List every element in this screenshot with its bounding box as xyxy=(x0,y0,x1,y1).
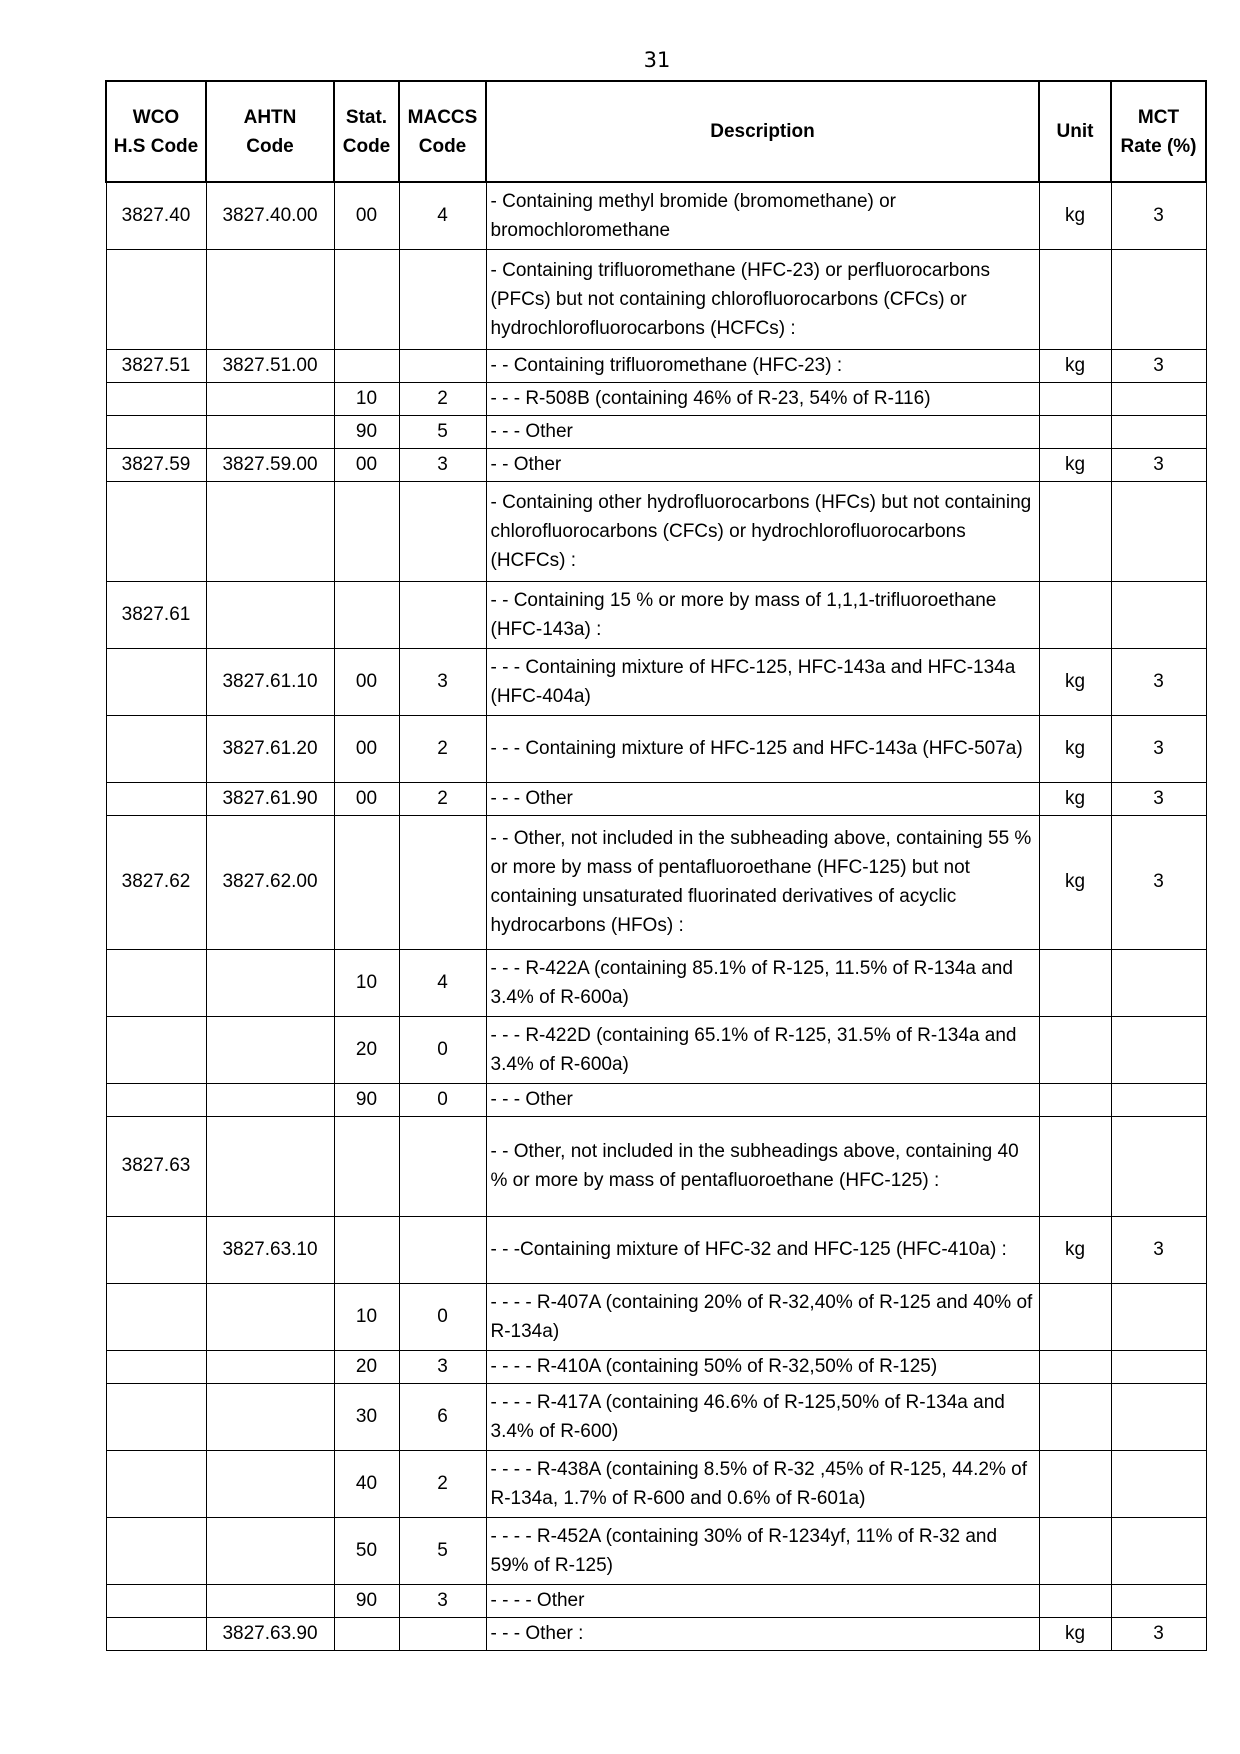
cell-unit xyxy=(1039,1584,1111,1617)
cell-mct-rate: 3 xyxy=(1111,715,1206,782)
cell-stat-code xyxy=(334,1216,399,1283)
cell-description: - - - R-508B (containing 46% of R-23, 54% of R-116) xyxy=(486,382,1039,415)
cell-stat-code: 90 xyxy=(334,1584,399,1617)
table-row xyxy=(106,1584,1206,1617)
cell-maccs-code xyxy=(399,249,486,349)
cell-description: - - - - R-407A (containing 20% of R-32,40% of R-125 and 40% of R-134a) xyxy=(486,1283,1039,1350)
cell-stat-code: 40 xyxy=(334,1450,399,1517)
cell-mct-rate xyxy=(1111,1350,1206,1383)
cell-maccs-code: 0 xyxy=(399,1283,486,1350)
cell-unit xyxy=(1039,1016,1111,1083)
cell-unit xyxy=(1039,481,1111,581)
table-row xyxy=(106,648,1206,715)
cell-mct-rate xyxy=(1111,1517,1206,1584)
cell-ahtn-code xyxy=(206,1517,334,1584)
cell-wco-code xyxy=(106,949,206,1016)
cell-wco-code xyxy=(106,715,206,782)
header-wco: WCO H.S Code xyxy=(106,81,206,182)
cell-stat-code xyxy=(334,581,399,648)
cell-ahtn-code: 3827.63.90 xyxy=(206,1617,334,1650)
cell-unit xyxy=(1039,1383,1111,1450)
cell-stat-code: 10 xyxy=(334,382,399,415)
cell-wco-code xyxy=(106,1584,206,1617)
table-row xyxy=(106,415,1206,448)
cell-wco-code xyxy=(106,1517,206,1584)
cell-maccs-code xyxy=(399,1216,486,1283)
table-row xyxy=(106,1283,1206,1350)
header-row xyxy=(106,81,1206,182)
cell-stat-code xyxy=(334,481,399,581)
cell-maccs-code: 2 xyxy=(399,715,486,782)
cell-wco-code: 3827.40 xyxy=(106,182,206,249)
table-row xyxy=(106,782,1206,815)
cell-stat-code: 00 xyxy=(334,182,399,249)
cell-mct-rate xyxy=(1111,415,1206,448)
cell-ahtn-code: 3827.63.10 xyxy=(206,1216,334,1283)
cell-maccs-code xyxy=(399,1116,486,1216)
cell-stat-code xyxy=(334,349,399,382)
cell-description: - - Other, not included in the subheading above, containing 55 % or more by mass of pentafluoroethane (HFC-125) but not containing unsaturated fluorinated derivatives of acyclic hydrocarbons (HFOs) : xyxy=(486,815,1039,949)
cell-stat-code: 30 xyxy=(334,1383,399,1450)
cell-ahtn-code xyxy=(206,481,334,581)
cell-stat-code: 90 xyxy=(334,415,399,448)
cell-ahtn-code: 3827.51.00 xyxy=(206,349,334,382)
cell-maccs-code xyxy=(399,1617,486,1650)
cell-stat-code xyxy=(334,1617,399,1650)
cell-unit xyxy=(1039,1283,1111,1350)
cell-maccs-code: 5 xyxy=(399,415,486,448)
cell-wco-code xyxy=(106,1216,206,1283)
cell-description: - - - Containing mixture of HFC-125, HFC-143a and HFC-134a (HFC-404a) xyxy=(486,648,1039,715)
cell-unit xyxy=(1039,1350,1111,1383)
cell-description: - - -Containing mixture of HFC-32 and HFC-125 (HFC-410a) : xyxy=(486,1216,1039,1283)
cell-description: - - - Other xyxy=(486,1083,1039,1116)
cell-wco-code: 3827.51 xyxy=(106,349,206,382)
cell-ahtn-code xyxy=(206,1083,334,1116)
cell-ahtn-code xyxy=(206,1283,334,1350)
cell-stat-code: 00 xyxy=(334,448,399,481)
cell-stat-code xyxy=(334,815,399,949)
cell-ahtn-code xyxy=(206,1383,334,1450)
cell-description: - - Containing 15 % or more by mass of 1,1,1-trifluoroethane (HFC-143a) : xyxy=(486,581,1039,648)
cell-stat-code: 00 xyxy=(334,715,399,782)
cell-description: - - Other xyxy=(486,448,1039,481)
cell-mct-rate: 3 xyxy=(1111,448,1206,481)
cell-unit xyxy=(1039,1116,1111,1216)
cell-description: - - - - R-410A (containing 50% of R-32,50% of R-125) xyxy=(486,1350,1039,1383)
cell-ahtn-code xyxy=(206,415,334,448)
table-row xyxy=(106,481,1206,581)
cell-mct-rate xyxy=(1111,1116,1206,1216)
table-row xyxy=(106,1350,1206,1383)
cell-unit: kg xyxy=(1039,715,1111,782)
cell-unit: kg xyxy=(1039,182,1111,249)
cell-unit: kg xyxy=(1039,349,1111,382)
header-unit: Unit xyxy=(1039,81,1111,182)
cell-ahtn-code xyxy=(206,949,334,1016)
cell-unit xyxy=(1039,1450,1111,1517)
cell-unit xyxy=(1039,1517,1111,1584)
cell-description: - - - Containing mixture of HFC-125 and HFC-143a (HFC-507a) xyxy=(486,715,1039,782)
cell-maccs-code: 4 xyxy=(399,949,486,1016)
cell-ahtn-code xyxy=(206,1116,334,1216)
cell-ahtn-code: 3827.61.10 xyxy=(206,648,334,715)
cell-mct-rate xyxy=(1111,949,1206,1016)
table-row xyxy=(106,1116,1206,1216)
cell-mct-rate: 3 xyxy=(1111,1617,1206,1650)
table-row xyxy=(106,949,1206,1016)
header-ahtn: AHTN Code xyxy=(206,81,334,182)
cell-ahtn-code xyxy=(206,249,334,349)
cell-wco-code xyxy=(106,481,206,581)
cell-unit: kg xyxy=(1039,648,1111,715)
cell-ahtn-code xyxy=(206,1450,334,1517)
cell-wco-code xyxy=(106,1083,206,1116)
cell-stat-code: 00 xyxy=(334,648,399,715)
cell-wco-code xyxy=(106,382,206,415)
cell-stat-code xyxy=(334,249,399,349)
cell-unit xyxy=(1039,581,1111,648)
tariff-body xyxy=(106,182,1206,1650)
cell-description: - Containing trifluoromethane (HFC-23) or perfluorocarbons (PFCs) but not containing chlorofluorocarbons (CFCs) or hydrochlorofluorocarbons (HCFCs) : xyxy=(486,249,1039,349)
cell-stat-code: 90 xyxy=(334,1083,399,1116)
cell-description: - - Containing trifluoromethane (HFC-23) : xyxy=(486,349,1039,382)
cell-description: - - - - R-438A (containing 8.5% of R-32 ,45% of R-125, 44.2% of R-134a, 1.7% of R-600 and 0.6% of R-601a) xyxy=(486,1450,1039,1517)
cell-maccs-code: 3 xyxy=(399,1350,486,1383)
cell-maccs-code: 2 xyxy=(399,382,486,415)
cell-mct-rate: 3 xyxy=(1111,815,1206,949)
cell-description: - - - R-422A (containing 85.1% of R-125, 11.5% of R-134a and 3.4% of R-600a) xyxy=(486,949,1039,1016)
cell-ahtn-code xyxy=(206,1584,334,1617)
table-row xyxy=(106,1016,1206,1083)
cell-description: - - Other, not included in the subheadings above, containing 40 % or more by mass of pentafluoroethane (HFC-125) : xyxy=(486,1116,1039,1216)
cell-stat-code: 10 xyxy=(334,1283,399,1350)
cell-description: - - - - Other xyxy=(486,1584,1039,1617)
cell-mct-rate xyxy=(1111,1383,1206,1450)
cell-unit: kg xyxy=(1039,815,1111,949)
cell-mct-rate xyxy=(1111,581,1206,648)
cell-unit: kg xyxy=(1039,1216,1111,1283)
cell-unit: kg xyxy=(1039,1617,1111,1650)
cell-maccs-code xyxy=(399,349,486,382)
cell-wco-code: 3827.59 xyxy=(106,448,206,481)
cell-ahtn-code xyxy=(206,1350,334,1383)
cell-wco-code xyxy=(106,1450,206,1517)
cell-unit xyxy=(1039,382,1111,415)
cell-wco-code: 3827.61 xyxy=(106,581,206,648)
cell-mct-rate xyxy=(1111,382,1206,415)
table-row xyxy=(106,581,1206,648)
table-row xyxy=(106,382,1206,415)
header-stat: Stat. Code xyxy=(334,81,399,182)
table-row xyxy=(106,1383,1206,1450)
cell-mct-rate xyxy=(1111,481,1206,581)
cell-ahtn-code: 3827.61.20 xyxy=(206,715,334,782)
cell-description: - Containing methyl bromide (bromomethane) or bromochloromethane xyxy=(486,182,1039,249)
cell-wco-code xyxy=(106,1283,206,1350)
cell-ahtn-code xyxy=(206,1016,334,1083)
cell-wco-code xyxy=(106,249,206,349)
table-row xyxy=(106,815,1206,949)
cell-mct-rate: 3 xyxy=(1111,782,1206,815)
cell-ahtn-code: 3827.59.00 xyxy=(206,448,334,481)
cell-maccs-code: 0 xyxy=(399,1083,486,1116)
cell-wco-code: 3827.62 xyxy=(106,815,206,949)
table-row xyxy=(106,249,1206,349)
cell-unit xyxy=(1039,1083,1111,1116)
cell-mct-rate: 3 xyxy=(1111,648,1206,715)
cell-stat-code: 20 xyxy=(334,1350,399,1383)
cell-unit xyxy=(1039,249,1111,349)
table-row xyxy=(106,182,1206,249)
table-row xyxy=(106,1617,1206,1650)
cell-stat-code: 10 xyxy=(334,949,399,1016)
cell-wco-code xyxy=(106,415,206,448)
cell-mct-rate xyxy=(1111,1450,1206,1517)
cell-maccs-code: 2 xyxy=(399,1450,486,1517)
cell-wco-code: 3827.63 xyxy=(106,1116,206,1216)
cell-wco-code xyxy=(106,648,206,715)
cell-unit: kg xyxy=(1039,782,1111,815)
cell-description: - - - - R-417A (containing 46.6% of R-125,50% of R-134a and 3.4% of R-600) xyxy=(486,1383,1039,1450)
cell-wco-code xyxy=(106,1617,206,1650)
cell-description: - Containing other hydrofluorocarbons (HFCs) but not containing chlorofluorocarbons (CFCs) or hydrochlorofluorocarbons (HCFCs) : xyxy=(486,481,1039,581)
cell-stat-code xyxy=(334,1116,399,1216)
cell-ahtn-code: 3827.61.90 xyxy=(206,782,334,815)
header-mct-rate: MCT Rate (%) xyxy=(1111,81,1206,182)
cell-mct-rate: 3 xyxy=(1111,349,1206,382)
cell-ahtn-code xyxy=(206,382,334,415)
cell-wco-code xyxy=(106,1350,206,1383)
cell-stat-code: 20 xyxy=(334,1016,399,1083)
cell-ahtn-code: 3827.40.00 xyxy=(206,182,334,249)
cell-unit xyxy=(1039,415,1111,448)
cell-stat-code: 00 xyxy=(334,782,399,815)
table-row xyxy=(106,715,1206,782)
cell-ahtn-code: 3827.62.00 xyxy=(206,815,334,949)
cell-description: - - - R-422D (containing 65.1% of R-125, 31.5% of R-134a and 3.4% of R-600a) xyxy=(486,1016,1039,1083)
table-row xyxy=(106,1450,1206,1517)
cell-mct-rate xyxy=(1111,1083,1206,1116)
cell-maccs-code: 3 xyxy=(399,448,486,481)
cell-unit xyxy=(1039,949,1111,1016)
cell-maccs-code: 5 xyxy=(399,1517,486,1584)
cell-mct-rate xyxy=(1111,1584,1206,1617)
cell-maccs-code xyxy=(399,815,486,949)
cell-maccs-code: 3 xyxy=(399,1584,486,1617)
cell-description: - - - Other : xyxy=(486,1617,1039,1650)
table-row xyxy=(106,448,1206,481)
cell-mct-rate xyxy=(1111,249,1206,349)
cell-maccs-code: 2 xyxy=(399,782,486,815)
cell-ahtn-code xyxy=(206,581,334,648)
table-row xyxy=(106,1216,1206,1283)
cell-mct-rate xyxy=(1111,1283,1206,1350)
page-number: 31 xyxy=(643,48,671,72)
cell-description: - - - - R-452A (containing 30% of R-1234yf, 11% of R-32 and 59% of R-125) xyxy=(486,1517,1039,1584)
cell-maccs-code xyxy=(399,481,486,581)
table-row xyxy=(106,1083,1206,1116)
cell-wco-code xyxy=(106,1383,206,1450)
cell-maccs-code: 3 xyxy=(399,648,486,715)
cell-mct-rate: 3 xyxy=(1111,182,1206,249)
cell-maccs-code: 4 xyxy=(399,182,486,249)
cell-description: - - - Other xyxy=(486,415,1039,448)
cell-wco-code xyxy=(106,1016,206,1083)
cell-stat-code: 50 xyxy=(334,1517,399,1584)
cell-wco-code xyxy=(106,782,206,815)
cell-maccs-code xyxy=(399,581,486,648)
cell-mct-rate xyxy=(1111,1016,1206,1083)
cell-description: - - - Other xyxy=(486,782,1039,815)
header-maccs: MACCS Code xyxy=(399,81,486,182)
cell-unit: kg xyxy=(1039,448,1111,481)
header-description: Description xyxy=(486,81,1039,182)
cell-maccs-code: 0 xyxy=(399,1016,486,1083)
cell-mct-rate: 3 xyxy=(1111,1216,1206,1283)
tariff-table xyxy=(105,80,1207,1651)
cell-maccs-code: 6 xyxy=(399,1383,486,1450)
table-row xyxy=(106,1517,1206,1584)
table-row xyxy=(106,349,1206,382)
